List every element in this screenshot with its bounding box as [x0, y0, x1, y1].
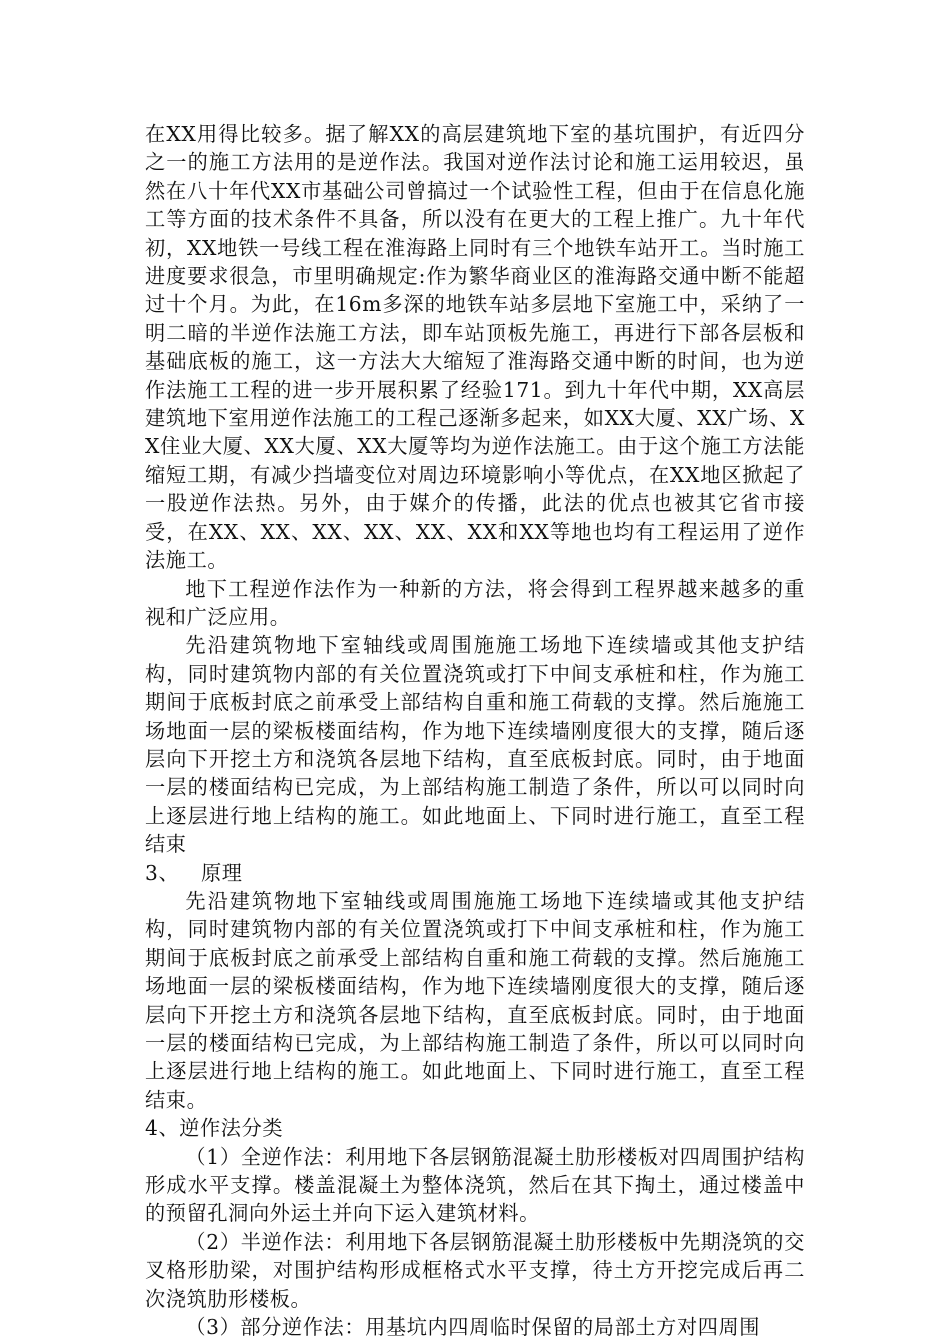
- document-page: [145, 120, 805, 1341]
- section-title: 原理: [201, 860, 243, 885]
- paragraph-principle: 先沿建筑物地下室轴线或周围施施工场地下连续墙或其他支护结构，同时建筑物内部的有关位置浇筑或打下中间支承桩和柱，作为施工期间于底板封底之前承受上部结构自重和施工荷载的支撑。然后施施工场地面一层的梁板楼面结构，作为地下连续墙刚度很大的支撑，随后逐层向下开挖土方和浇筑各层地下结构，直至底板封底。同时，由于地面一层的楼面结构已完成，为上部结构施工制造了条件，所以可以同时向上逐层进行地上结构的施工。如此地面上、下同时进行施工，直至工程结束。: [145, 888, 805, 1112]
- list-item-full-reverse: （1）全逆作法：利用地下各层钢筋混凝土肋形楼板对四周围护结构形成水平支撑。楼盖混凝土为整体浇筑，然后在其下掏土，通过楼盖中的预留孔洞向外运土并向下运入建筑材料。: [145, 1144, 805, 1226]
- list-item-partial-reverse: （3）部分逆作法：用基坑内四周临时保留的局部土方对四周围: [185, 1315, 761, 1340]
- paragraph-outlook: 地下工程逆作法作为一种新的方法，将会得到工程界越来越多的重视和广泛应用。: [145, 576, 805, 629]
- list-item-semi-reverse: （2）半逆作法：利用地下各层钢筋混凝土肋形楼板中先期浇筑的交叉格形肋梁，对围护结构形成框格式水平支撑，待土方开挖完成后再二次浇筑肋形楼板。: [145, 1229, 805, 1311]
- section-number: 3、: [145, 860, 180, 885]
- section-heading-principle: [145, 859, 805, 887]
- paragraph-history: 在XX用得比较多。据了解XX的高层建筑地下室的基坑围护，有近四分之一的施工方法用的是逆作法。我国对逆作法讨论和施工运用较迟，虽然在八十年代XX市基础公司曾搞过一个试验性工程，但由于在信息化施工等方面的技术条件不具备，所以没有在更大的工程上推广。九十年代初，XX地铁一号线工程在淮海路上同时有三个地铁车站开工。当时施工进度要求很急，市里明确规定:作为繁华商业区的淮海路交通中断不能超过十个月。为此，在16m多深的地铁车站多层地下室施工中，采纳了一明二暗的半逆作法施工方法，即车站顶板先施工，再进行下部各层板和基础底板的施工，这一方法大大缩短了淮海路交通中断的时间，也为逆作法施工工程的进一步开展积累了经验171。到九十年代中期，XX高层建筑地下室用逆作法施工的工程己逐渐多起来，如XX大厦、XX广场、XX住业大厦、XX大厦、XX大厦等均为逆作法施工。由于这个施工方法能缩短工期，有减少挡墙变位对周边环境影响小等优点，在XX地区掀起了一股逆作法热。另外，由于媒介的传播，此法的优点也被其它省市接受，在XX、XX、XX、XX、XX、XX和XX等地也均有工程运用了逆作法施工。: [145, 122, 805, 573]
- paragraph-method: 先沿建筑物地下室轴线或周围施施工场地下连续墙或其他支护结构，同时建筑物内部的有关位置浇筑或打下中间支承桩和柱，作为施工期间于底板封底之前承受上部结构自重和施工荷载的支撑。然后施施工场地面一层的梁板楼面结构，作为地下连续墙刚度很大的支撑，随后逐层向下开挖土方和浇筑各层地下结构，直至底板封底。同时，由于地面一层的楼面结构已完成，为上部结构施工制造了条件，所以可以同时向上逐层进行地上结构的施工。如此地面上、下同时进行施工，直至工程结束: [145, 633, 805, 857]
- section-heading-classification: 4、逆作法分类: [145, 1116, 284, 1141]
